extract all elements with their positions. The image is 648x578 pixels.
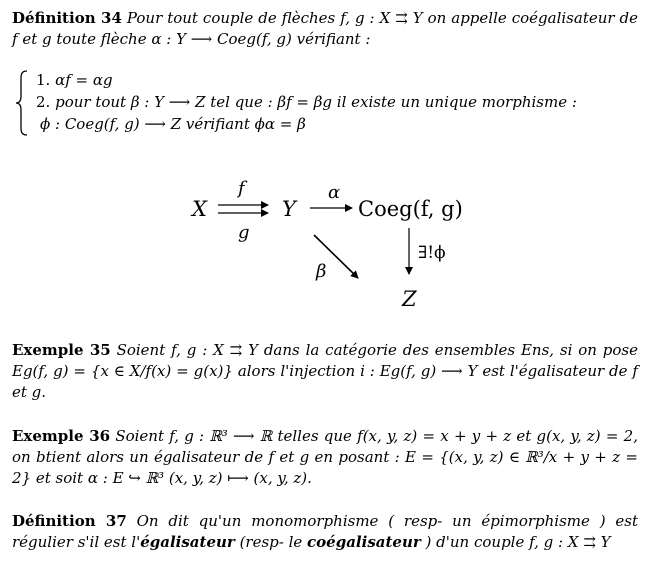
object-Y: Y xyxy=(282,197,296,221)
label-exists-phi: ∃!ϕ xyxy=(418,243,446,263)
example-36-title: Exemple 36 xyxy=(12,427,111,445)
definition-37 xyxy=(12,511,638,553)
definition-34-body: Pour tout couple de flèches f, g : X ⇉ Y on appelle coégalisateur de f et g toute flèche α : Y ⟶ Coeg(f, g) vérifiant : xyxy=(12,9,639,48)
definition-37-body-b: (resp- le xyxy=(234,533,308,551)
object-Z: Z xyxy=(402,287,417,311)
label-g: g xyxy=(238,222,250,243)
definition-37-bold-egalisateur: égalisateur xyxy=(140,533,235,551)
example-36-body: Soient f, g : ℝ³ ⟶ ℝ telles que f(x, y, z) = x + y + z et g(x, y, z) = 2, on btient alors un égalisateur de f et g en posant : E = {(x, y, z) ∈ ℝ³/x + y + z = 2} et soit α : E ↪ ℝ³ (x, y, z) ⟼ (x, y, z). xyxy=(12,427,638,487)
conditions-block xyxy=(14,70,644,138)
diagram-canvas xyxy=(0,170,648,320)
definition-34 xyxy=(12,8,638,50)
example-35 xyxy=(12,340,638,403)
condition-3-text: ϕ : Coeg(f, g) ⟶ Z vérifiant ϕα = β xyxy=(40,115,306,133)
condition-2-number: 2. xyxy=(36,93,51,111)
condition-1-number: 1. xyxy=(36,71,51,89)
condition-2-text: pour tout β : Y ⟶ Z tel que : βf = βg il existe un unique morphisme : xyxy=(55,93,577,111)
example-36 xyxy=(12,426,638,489)
example-35-body: Soient f, g : X ⇉ Y dans la catégorie des ensembles Ens, si on pose Eg(f, g) = {x ∈ X/f(x) = g(x)} alors l'injection i : Eg(f, g) ⟶ Y est l'égalisateur de f et g. xyxy=(12,341,638,401)
example-35-title: Exemple 35 xyxy=(12,341,111,359)
definition-37-body-a: On dit qu'un monomorphisme ( resp- un épimorphisme ) est régulier s'il est l' xyxy=(12,512,638,551)
commutative-diagram xyxy=(0,170,648,320)
definition-37-body-c: ) d'un couple f, g : X ⇉ Y xyxy=(420,533,611,551)
label-beta: β xyxy=(316,261,327,282)
condition-1-text: αf = αg xyxy=(55,71,113,89)
condition-1 xyxy=(36,70,113,91)
condition-2-continuation xyxy=(40,114,306,135)
definition-34-title: Définition 34 xyxy=(12,9,122,27)
label-f: f xyxy=(238,178,245,199)
object-X: X xyxy=(192,197,207,221)
condition-2 xyxy=(36,92,577,113)
object-coeg: Coeg(f, g) xyxy=(358,197,463,221)
definition-37-title: Définition 37 xyxy=(12,512,127,530)
left-brace-icon xyxy=(14,70,30,136)
label-alpha: α xyxy=(328,182,341,203)
definition-37-bold-coegalisateur: coégalisateur xyxy=(307,533,421,551)
